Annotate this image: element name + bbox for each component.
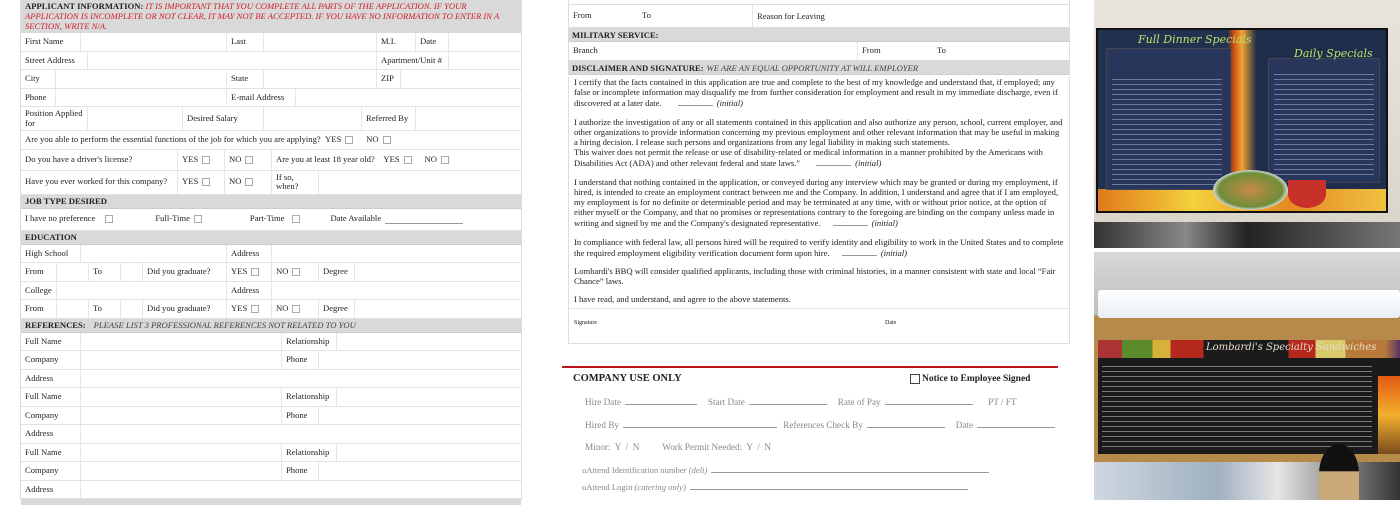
- row-city: [21, 70, 521, 89]
- disclaimer-box: [568, 77, 1070, 344]
- worked-no-checkbox[interactable]: [245, 178, 253, 186]
- hs-graduate-label: Did you graduate?: [143, 263, 227, 281]
- food-plate: [1213, 170, 1288, 210]
- ref-full-name-label: Full Name: [21, 388, 81, 406]
- license-question: Do you have a driver's license?: [21, 150, 178, 170]
- counter-equipment: [1094, 222, 1400, 248]
- dinner-specials-photo: [1094, 0, 1400, 248]
- initial-line-2[interactable]: [816, 157, 851, 166]
- age-no-checkbox[interactable]: [441, 156, 449, 164]
- reference-name-row: [21, 333, 521, 352]
- row-position: [21, 107, 521, 131]
- email-field[interactable]: [296, 89, 521, 107]
- no-preference-checkbox[interactable]: [105, 215, 113, 223]
- dinner-menu-text: [1112, 75, 1222, 185]
- if-so-label: If so, when?: [272, 171, 319, 194]
- phone-field[interactable]: [56, 89, 227, 107]
- ref-relationship-field[interactable]: [337, 388, 521, 406]
- ref-phone-label: Phone: [282, 351, 319, 369]
- ref-company-field[interactable]: [81, 351, 282, 369]
- ref-full-name-label: Full Name: [21, 333, 81, 351]
- ref-relationship-field[interactable]: [337, 444, 521, 462]
- phone-label: Phone: [21, 89, 56, 107]
- signature-date-label: Date: [885, 319, 897, 326]
- college-grad-no: NO: [272, 300, 319, 318]
- row-name: [21, 33, 521, 52]
- college-address-label: Address: [227, 282, 272, 300]
- ref-phone-field[interactable]: [319, 407, 521, 425]
- certify-paragraph: I certify that the facts contained in this application are true and complete to the best of my knowledge and understand that, if employed; any false or incomplete information may disqualify me from further consideration for employment and result in my immediate discharge, even if discovered at a later date. (initial): [574, 77, 1058, 109]
- age-question: Are you at least 18 year old? YES NO: [272, 150, 521, 170]
- position-label: Position Applied for: [21, 107, 88, 130]
- position-field[interactable]: [88, 107, 183, 130]
- minor-row: Minor: Y / N Work Permit Needed: Y / N: [585, 442, 772, 452]
- education-header: EDUCATION: [21, 231, 521, 245]
- ref-relationship-label: Relationship: [282, 444, 337, 462]
- license-no-checkbox[interactable]: [245, 156, 253, 164]
- ref-company-label: Company: [21, 351, 81, 369]
- daily-menu-text: [1274, 70, 1374, 175]
- salary-field[interactable]: [264, 107, 362, 130]
- ref-relationship-label: Relationship: [282, 333, 337, 351]
- row-able: [21, 131, 521, 150]
- college-from-field[interactable]: [57, 300, 89, 318]
- menu-board-dinner: [1096, 28, 1388, 213]
- apt-field[interactable]: [449, 52, 521, 70]
- daily-title: Daily Specials: [1294, 47, 1373, 60]
- street-field[interactable]: [88, 52, 377, 70]
- signature-row[interactable]: [569, 308, 1069, 339]
- signature-label: Signature: [574, 319, 597, 326]
- college-from-label: From: [21, 300, 57, 318]
- part-time-checkbox[interactable]: [292, 215, 300, 223]
- ref-company-field[interactable]: [81, 407, 282, 425]
- college-degree-label: Degree: [319, 300, 355, 318]
- applicant-info-header: APPLICANT INFORMATION: IT IS IMPORTANT THAT YOU COMPLETE ALL PARTS OF THE APPLICATION. IF YOUR APPLICATION IS INCOMPLETE OR NOT CLEAR, IT MAY NOT BE ACCEPTED. IF YOU HAVE NO INFORMATION TO ENTER IN A SECTION, WRITE N/A.: [21, 0, 521, 33]
- college-address-field[interactable]: [272, 282, 521, 300]
- ref-company-field[interactable]: [81, 462, 282, 480]
- hs-address-label: Address: [227, 245, 272, 263]
- ref-relationship-field[interactable]: [337, 333, 521, 351]
- date-available-field[interactable]: [385, 215, 463, 224]
- ref-company-label: Company: [21, 407, 81, 425]
- college-degree-field[interactable]: [355, 300, 521, 318]
- hs-from-label: From: [21, 263, 57, 281]
- row-employment-dates: [568, 5, 1070, 28]
- red-divider: [562, 366, 1058, 368]
- ref-address-label: Address: [21, 370, 81, 388]
- dinner-title: Full Dinner Specials: [1138, 33, 1252, 46]
- initial-line-3[interactable]: [833, 217, 868, 226]
- menu-board-sandwiches: [1098, 340, 1400, 454]
- hs-to-label: To: [89, 263, 121, 281]
- college-field[interactable]: [57, 282, 227, 300]
- hs-degree-field[interactable]: [355, 263, 521, 281]
- row-military: [568, 42, 1070, 61]
- college-graduate-label: Did you graduate?: [143, 300, 227, 318]
- high-school-field[interactable]: [81, 245, 227, 263]
- notice-signed: Notice to Employee Signed: [910, 374, 1030, 384]
- worked-yes-checkbox[interactable]: [202, 178, 210, 186]
- referred-field[interactable]: [416, 107, 521, 130]
- reason-field[interactable]: [833, 5, 1069, 27]
- ref-phone-label: Phone: [282, 462, 319, 480]
- reference-company-row: [21, 407, 521, 426]
- row-job-type: [21, 209, 521, 231]
- cu-date-field[interactable]: [977, 419, 1055, 428]
- reference-address-row: [21, 370, 521, 389]
- application-page-2: [568, 0, 1070, 500]
- emp-from-label: From: [573, 10, 592, 21]
- customer-head: [1319, 444, 1359, 500]
- emp-to-label: To: [638, 5, 753, 27]
- row-phone: [21, 89, 521, 108]
- college-grad-no-checkbox[interactable]: [292, 305, 300, 313]
- ref-full-name-label: Full Name: [21, 444, 81, 462]
- row-college-dates: [21, 300, 521, 319]
- referred-label: Referred By: [362, 107, 416, 130]
- license-yes: YES: [178, 150, 225, 170]
- first-name-label: First Name: [21, 33, 81, 51]
- worked-no: NO: [225, 171, 272, 194]
- reason-label: Reason for Leaving: [757, 10, 825, 21]
- start-date-field[interactable]: [749, 396, 827, 405]
- hs-grad-yes-checkbox[interactable]: [251, 268, 259, 276]
- uattend-id-field[interactable]: [711, 464, 989, 473]
- hs-to-field[interactable]: [121, 263, 143, 281]
- ceiling-light: [1098, 290, 1400, 318]
- email-label: E-mail Address: [227, 89, 296, 107]
- references-header: REFERENCES: PLEASE LIST 3 PROFESSIONAL REFERENCES NOT RELATED TO YOU: [21, 319, 521, 333]
- uattend-login-row: uAttend Login (catering only): [582, 481, 972, 492]
- mil-from-label: From: [862, 45, 881, 56]
- hire-date-field[interactable]: [625, 396, 697, 405]
- state-label: State: [227, 70, 264, 88]
- hs-grad-no-checkbox[interactable]: [292, 268, 300, 276]
- uattend-login-field[interactable]: [690, 481, 968, 490]
- date-label: Date: [416, 33, 449, 51]
- hired-by-row: Hired By References Check By Date: [585, 419, 1059, 430]
- zip-field[interactable]: [401, 70, 521, 88]
- row-license: [21, 150, 521, 171]
- uattend-id-row: uAttend Identification number (deli): [582, 464, 993, 475]
- zip-label: ZIP: [377, 70, 401, 88]
- hs-grad-no: NO: [272, 263, 319, 281]
- sandwiches-title: Lombardi's Specialty Sandwiches: [1206, 342, 1377, 353]
- worked-question: Have you ever worked for this company?: [21, 171, 178, 194]
- sandwich-menu-photo: [1094, 252, 1400, 500]
- row-worked: [21, 171, 521, 195]
- street-label: Street Address: [21, 52, 88, 70]
- authorize-paragraph: I authorize the investigation of any or all statements contained in this application and also authorize any person, school, current employer, and other organizations to provide information concerning my previous employment and other relevant information that may be useful in making a hiring decision. I release such persons and organizations from any legal liability in making such statements. This waiver does not permit the release or use of disability-related or medical information in a manner prohibited by the Americans with Disabilities Act (ADA) and other relevant federal and state laws." (initial): [574, 116, 1063, 169]
- mi-label: M.I.: [377, 33, 416, 51]
- ref-address-label: Address: [21, 481, 81, 499]
- contract-paragraph: I understand that nothing contained in the application, or conveyed during any interview which may be granted or during my employment, if hired, is intended to create an employment contract between me and the Company. In addition, I understand and agree that if I am employed, my employment is for no definite or determinable period and may be terminated at any time, with or without prior notice, at the option of either myself or the Company, and that no promises or representations contrary to the foregoing are binding on the company unless made in writing and signed by me and the Company's designated representative. (initial): [574, 176, 1059, 229]
- flames-decor: [1378, 376, 1400, 454]
- salary-label: Desired Salary: [183, 107, 264, 130]
- college-grad-yes: YES: [227, 300, 272, 318]
- hire-row: Hire Date Start Date Rate of Pay PT / FT: [585, 397, 1017, 407]
- hs-degree-label: Degree: [319, 263, 355, 281]
- apt-label: Apartment/Unit #: [377, 52, 449, 70]
- last-label: Last: [227, 33, 264, 51]
- application-page-1: [20, 0, 522, 500]
- ref-phone-field[interactable]: [319, 351, 521, 369]
- row-high-school: [21, 245, 521, 264]
- disclaimer-header: DISCLAIMER AND SIGNATURE: WE ARE AN EQUAL OPPORTUNITY AT WILL EMPLOYER: [568, 61, 1070, 75]
- hs-from-field[interactable]: [57, 263, 89, 281]
- rate-field[interactable]: [885, 396, 973, 405]
- ref-address-field[interactable]: [81, 425, 521, 443]
- college-grad-yes-checkbox[interactable]: [251, 305, 259, 313]
- sandwich-menu-text: [1102, 362, 1372, 450]
- worked-yes: YES: [178, 171, 225, 194]
- ref-address-field[interactable]: [81, 481, 521, 499]
- job-type-header: JOB TYPE DESIRED: [21, 195, 521, 209]
- ref-company-label: Company: [21, 462, 81, 480]
- ref-address-field[interactable]: [81, 370, 521, 388]
- fair-chance-paragraph: Lombardi's BBQ will consider qualified applicants, including those with criminal histories, in a manner consistent with state and local “Fair Chance” laws.: [574, 266, 1056, 287]
- food-bowl: [1288, 180, 1326, 208]
- license-no: NO: [225, 150, 272, 170]
- ref-phone-field[interactable]: [319, 462, 521, 480]
- if-so-field[interactable]: [319, 171, 521, 194]
- high-school-label: High School: [21, 245, 81, 263]
- job-type-options: I have no preference Full-Time Part-Time Date Available: [21, 209, 521, 230]
- agree-paragraph: I have read, and understand, and agree to the above statements.: [574, 294, 791, 305]
- reference-name-row: [21, 388, 521, 407]
- ref-address-label: Address: [21, 425, 81, 443]
- age-yes-checkbox[interactable]: [404, 156, 412, 164]
- ref-check-field[interactable]: [867, 419, 945, 428]
- ref-full-name-field[interactable]: [81, 388, 282, 406]
- reference-company-row: [21, 462, 521, 481]
- college-label: College: [21, 282, 57, 300]
- hs-grad-yes: YES: [227, 263, 272, 281]
- reference-company-row: [21, 351, 521, 370]
- compliance-paragraph: In compliance with federal law, all persons hired will be required to verify identity and eligibility to work in the United States and to complete the required employment eligibility verification document form upon hire. (initial): [574, 236, 1064, 258]
- references-list: [21, 333, 521, 500]
- ref-full-name-field[interactable]: [81, 333, 282, 351]
- mil-to-label: To: [937, 45, 946, 56]
- ref-full-name-field[interactable]: [81, 444, 282, 462]
- last-name-field[interactable]: [264, 33, 377, 51]
- ref-relationship-label: Relationship: [282, 388, 337, 406]
- row-street: [21, 52, 521, 71]
- reference-address-row: [21, 425, 521, 444]
- initial-line-4[interactable]: [842, 247, 877, 256]
- company-use-title: COMPANY USE ONLY: [573, 373, 682, 384]
- row-college: [21, 282, 521, 301]
- military-header: MILITARY SERVICE:: [568, 28, 1070, 42]
- initial-line-1[interactable]: [678, 97, 713, 106]
- ref-phone-label: Phone: [282, 407, 319, 425]
- notice-checkbox[interactable]: [910, 374, 920, 384]
- city-field[interactable]: [56, 70, 227, 88]
- branch-label: Branch: [569, 42, 858, 60]
- first-name-field[interactable]: [81, 33, 227, 51]
- row-hs-dates: [21, 263, 521, 282]
- able-no-checkbox[interactable]: [383, 136, 391, 144]
- able-yes-checkbox[interactable]: [345, 136, 353, 144]
- date-field[interactable]: [449, 33, 521, 51]
- hs-address-field[interactable]: [272, 245, 521, 263]
- reference-name-row: [21, 444, 521, 463]
- full-time-checkbox[interactable]: [194, 215, 202, 223]
- reference-address-row: [21, 481, 521, 500]
- city-label: City: [21, 70, 56, 88]
- license-yes-checkbox[interactable]: [202, 156, 210, 164]
- able-question: Are you able to perform the essential functions of the job for which you are applying? YES NO: [21, 131, 521, 149]
- hired-by-field[interactable]: [623, 419, 777, 428]
- college-to-field[interactable]: [121, 300, 143, 318]
- state-field[interactable]: [264, 70, 377, 88]
- college-to-label: To: [89, 300, 121, 318]
